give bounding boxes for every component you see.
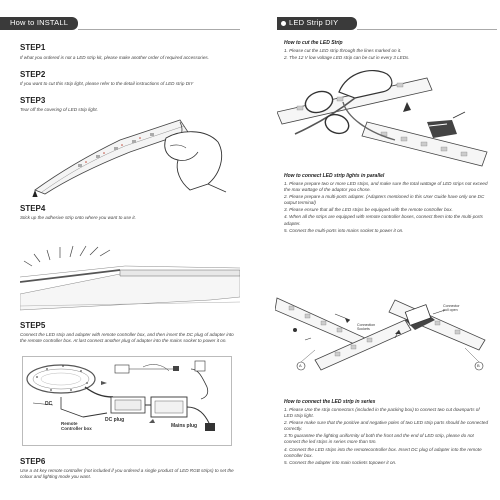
series-illustration [275, 290, 497, 380]
step1-title: STEP1 [20, 43, 46, 52]
step5-text: Connect the LED strip and adapter with remote controller box, and then insert the DC plug of adapter into the remote controller box. At last connect another plug of adapter into the mains socket to power it on. [20, 332, 234, 343]
connection-label: Connection Sockets [357, 323, 376, 332]
install-header-label: How to INSTALL [10, 18, 69, 27]
install-column [0, 0, 245, 500]
a-label: A [299, 363, 302, 368]
list-item: 4. Connect the LED strips into the remotecontroller box. Insert DC plug of adapter into the remote controller box. [284, 446, 482, 458]
cabinet-strip-illustration [20, 222, 240, 312]
list-item: 4. When all the strips are equipped with remote controller boxes, connect them into the multi-ports adapter. [284, 214, 483, 226]
connector-label: Connector pull open [443, 304, 460, 313]
header-dot-icon [281, 21, 286, 26]
step6-text: Use a 44 key remote controller (not included if you ordered a single product of LED RGB strips) to set the colour and lighting mode you want. [20, 468, 234, 479]
list-item: 5. Connect the multi-ports into mains socket to power it on. [284, 227, 404, 233]
parallel-list [284, 181, 489, 235]
cut-list [284, 48, 489, 62]
step4-title: STEP4 [20, 204, 46, 213]
mains-plug-label: Mains plug [171, 423, 198, 429]
cut-title: How to cut the LED Strip [284, 40, 343, 46]
cut-strip-illustration [277, 62, 497, 172]
wiring-illustration [22, 356, 232, 446]
list-item: 2. Please prepare a multi-ports adapter. (Adapters mentioned in this User Guide have only one DC output terminal) [284, 194, 485, 206]
series-list [284, 407, 489, 467]
dc-plug-label: DC plug [105, 417, 125, 423]
step3-title: STEP3 [20, 96, 46, 105]
list-item: 1. Please prepare two or more LED strips, and make sure the total wattage of LED strips not exceed the max wattage of the adaptor you chose. [284, 181, 488, 193]
diy-column [257, 0, 500, 500]
list-item: 3. Please ensure that all the LED strips be equipped with the remote controller box. [284, 207, 453, 213]
step1-text: If what you ordered is not a LED strip kit, please make another order of required accessories. [20, 55, 209, 60]
series-title: How to connect the LED strip in series [284, 399, 376, 405]
list-item: 5. Connect the adapter into main sockets topower it on. [284, 459, 397, 465]
list-item: 2. Please make sure that the positive and negative poles of two LED strip parts should be connected correctly. [284, 420, 489, 432]
remote-box-label: Remote Controller box [61, 421, 92, 431]
header-divider [78, 29, 240, 30]
step2-text: If you want to cut this strip light, please refer to the detail instructions of LED strip DIY [20, 81, 194, 86]
diy-header [277, 17, 357, 30]
step3-text: Tear off the covering of LED strip light. [20, 107, 98, 112]
list-item: 2. The 12 V low voltage LED strip can be cut in every 3 LEDs. [284, 55, 410, 61]
parallel-title: How to connect LED strip lights in parallel [284, 173, 385, 179]
dc-label: DC [45, 401, 53, 407]
step4-text: Stick up the adhesive strip onto where you want to use it. [20, 215, 136, 220]
install-header [0, 17, 78, 30]
step6-title: STEP6 [20, 457, 46, 466]
step5-title: STEP5 [20, 321, 46, 330]
tear-strip-illustration [30, 112, 230, 197]
list-item: 3.To guarantee the lighting uniformity of both the front and the end of LED strip, please do not connect the led strips in series more than 5m. [284, 433, 474, 445]
header-divider [357, 29, 497, 30]
diy-header-label: LED Strip DIY [289, 18, 339, 27]
list-item: 1. Please Use the strip connectors (included in the packing box) to connect two cut downparts of LED strip light. [284, 407, 480, 419]
step2-title: STEP2 [20, 70, 46, 79]
b-label: B [477, 363, 480, 368]
list-item: 1. Please cut the LED strip through the lines marked on it. [284, 48, 402, 53]
